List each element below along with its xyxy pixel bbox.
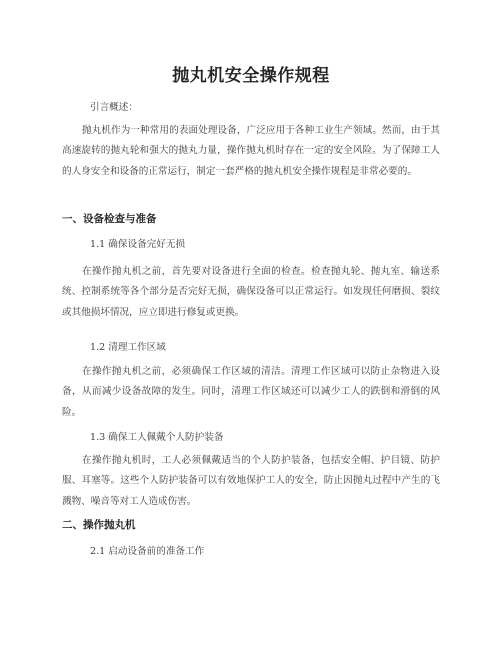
subsection-title-1-3: 1.3 确保工人佩戴个人防护装备 — [90, 432, 224, 443]
document-title: 抛丸机安全操作规程 — [172, 66, 330, 86]
intro-paragraph: 抛丸机作为一种常用的表面处理设备，广泛应用于各种工业生产领域。然而，由于其高速旋转的抛丸轮和强大的抛丸力量，操作抛丸机时存在一定的安全风险。为了保障工人的人身安全和设备的正常运行，制定一套严格的抛丸机安全操作规程是非常必要的。 — [62, 125, 440, 177]
subsection-title-2-1: 2.1 启动设备前的准备工作 — [90, 546, 205, 557]
subsection-text-1-1: 在操作抛丸机之前，首先要对设备进行全面的检查。检查抛丸轮、抛丸室、输送系统、控制系统等各个部分是否完好无损，确保设备可以正常运行。如发现任何磨损、裂纹或其他损坏情况，应立即进行修复或更换。 — [62, 266, 440, 318]
subsection-text-1-2: 在操作抛丸机之前，必须确保工作区域的清洁。清理工作区域可以防止杂物进入设备，从而减少设备故障的发生。同时，清理工作区域还可以减少工人的跌倒和滑倒的风险。 — [62, 366, 440, 418]
section-heading-1: 一、设备检查与准备 — [62, 213, 157, 225]
subsection-text-1-3: 在操作抛丸机时，工人必须佩戴适当的个人防护装备，包括安全帽、护目镜、防护服、耳塞等。这些个人防护装备可以有效地保护工人的安全，防止因抛丸过程中产生的飞溅物、噪音等对工人造成伤害。 — [62, 455, 440, 507]
section-heading-2: 二、操作抛丸机 — [62, 519, 136, 531]
intro-label: 引言概述： — [90, 102, 138, 113]
subsection-title-1-2: 1.2 清理工作区域 — [90, 342, 166, 353]
subsection-title-1-1: 1.1 确保设备完好无损 — [90, 239, 186, 250]
